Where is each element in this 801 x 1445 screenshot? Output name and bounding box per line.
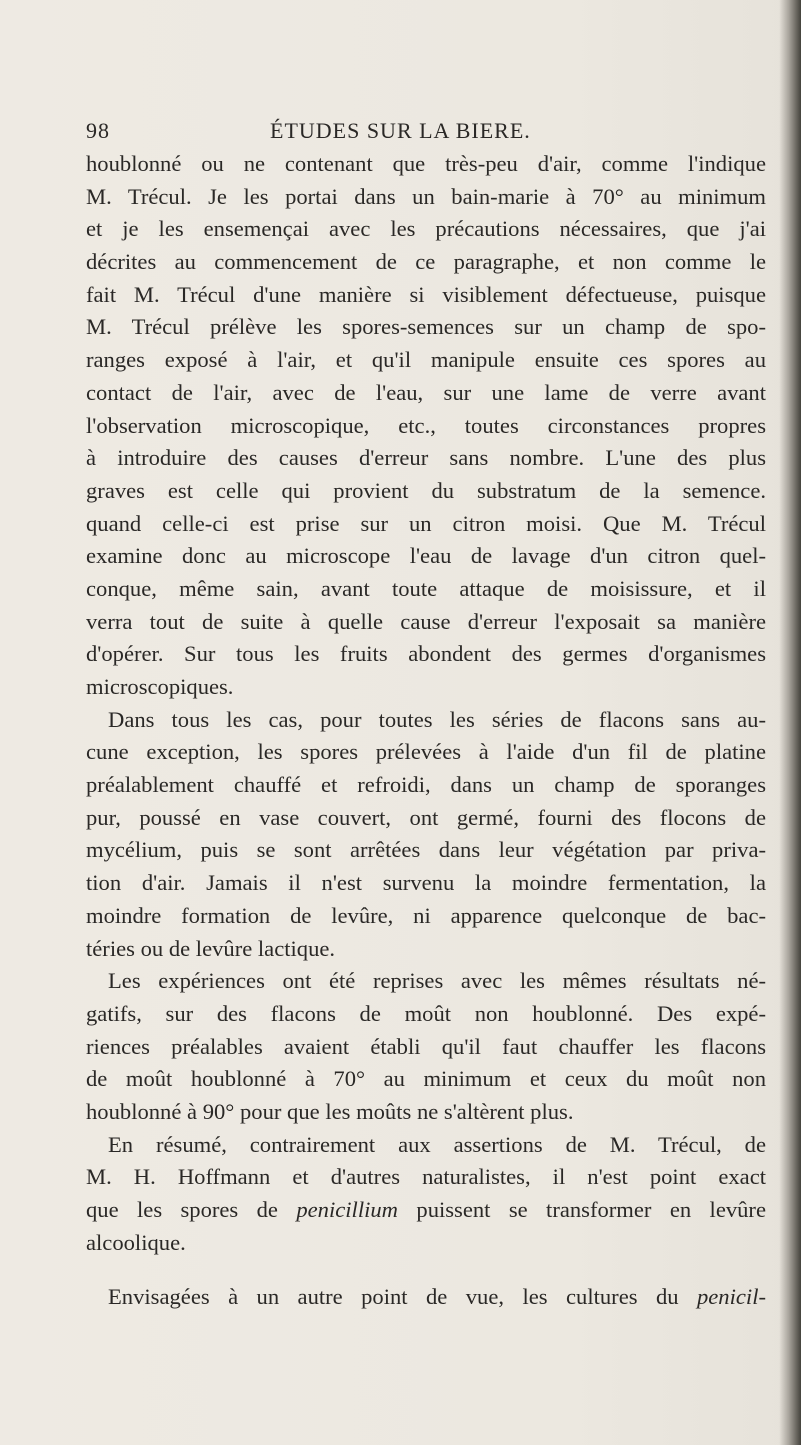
body-text [86,148,766,1314]
text-line: pur, poussé en vase couvert, ont germé, fourni des flocons de [86,804,766,830]
text-line: M. Trécul prélève les spores-semences sur un champ de spo- [86,314,766,340]
text-line: à introduire des causes d'erreur sans nombre. L'une des plus [86,445,766,471]
text-line: houblonné ou ne contenant que très-peu d'air, comme l'indique [86,151,766,176]
text-line: Dans tous les cas, pour toutes les séries de flacons sans au- [108,706,766,732]
running-title: ÉTUDES SUR LA BIERE. [270,118,531,143]
text-line: M. H. Hoffmann et d'autres naturalistes, il n'est point exact [86,1164,766,1190]
text-line: conque, même sain, avant toute attaque de moisissure, et il [86,575,766,601]
text-fragment: Envisagées à un autre point de vue, les cultures du [108,1284,679,1310]
page-edge-shadow [779,0,801,1445]
text-line: et je les ensemençai avec les précautions nécessaires, que j'ai [86,216,766,242]
text-line-with-italic [86,1194,766,1227]
text-line: téries ou de levûre lactique. [86,935,336,961]
text-fragment: puissent se transformer en levûre [416,1197,766,1222]
text-line: examine donc au microscope l'eau de lavage d'un citron quel- [86,543,766,569]
running-header [0,118,801,144]
text-line: fait M. Trécul d'une manière si visiblement défectueuse, puisque [86,281,766,307]
text-line: ranges exposé à l'air, et qu'il manipule ensuite ces spores au [86,347,766,373]
italic-term: penicillium [296,1197,398,1222]
text-line: mycélium, puis se sont arrêtées dans leur végétation par priva- [86,837,766,863]
text-line: graves est celle qui provient du substratum de la semence. [86,477,766,503]
italic-term: penicil- [696,1284,766,1310]
text-line: quand celle-ci est prise sur un citron moisi. Que M. Trécul [86,510,766,536]
text-line: tion d'air. Jamais il n'est survenu la moindre fermentation, la [86,870,766,896]
text-line: verra tout de suite à quelle cause d'erreur l'exposait sa manière [86,608,766,634]
page-number: 98 [86,118,110,143]
text-line: riences préalables avaient établi qu'il faut chauffer les flacons [86,1033,766,1059]
text-line: microscopiques. [86,674,234,699]
text-line: Les expériences ont été reprises avec les mêmes résultats né- [108,968,766,994]
text-line: alcoolique. [86,1229,186,1255]
text-line: houblonné à 90° pour que les moûts ne s'altèrent plus. [86,1098,574,1124]
text-line: contact de l'air, avec de l'eau, sur une lame de verre avant [86,379,766,405]
text-line: préalablement chauffé et refroidi, dans un champ de sporanges [86,772,766,798]
text-line: de moût houblonné à 70° au minimum et ceux du moût non [86,1066,766,1092]
paragraph-gap [86,1259,766,1281]
text-fragment: que les spores de [86,1197,278,1222]
text-line: M. Trécul. Je les portai dans un bain-marie à 70° au minimum [86,183,766,209]
text-line: d'opérer. Sur tous les fruits abondent des germes d'organismes [86,641,766,667]
text-line: cune exception, les spores prélevées à l'aide d'un fil de platine [86,739,766,765]
text-line-with-italic [86,1281,766,1314]
text-line: l'observation microscopique, etc., toutes circonstances propres [86,412,766,438]
text-line: décrites au commencement de ce paragraphe, et non comme le [86,249,766,275]
text-line: moindre formation de levûre, ni apparence quelconque de bac- [86,902,766,928]
text-line: En résumé, contrairement aux assertions de M. Trécul, de [108,1131,766,1157]
text-line: gatifs, sur des flacons de moût non houblonné. Des expé- [86,1000,766,1026]
